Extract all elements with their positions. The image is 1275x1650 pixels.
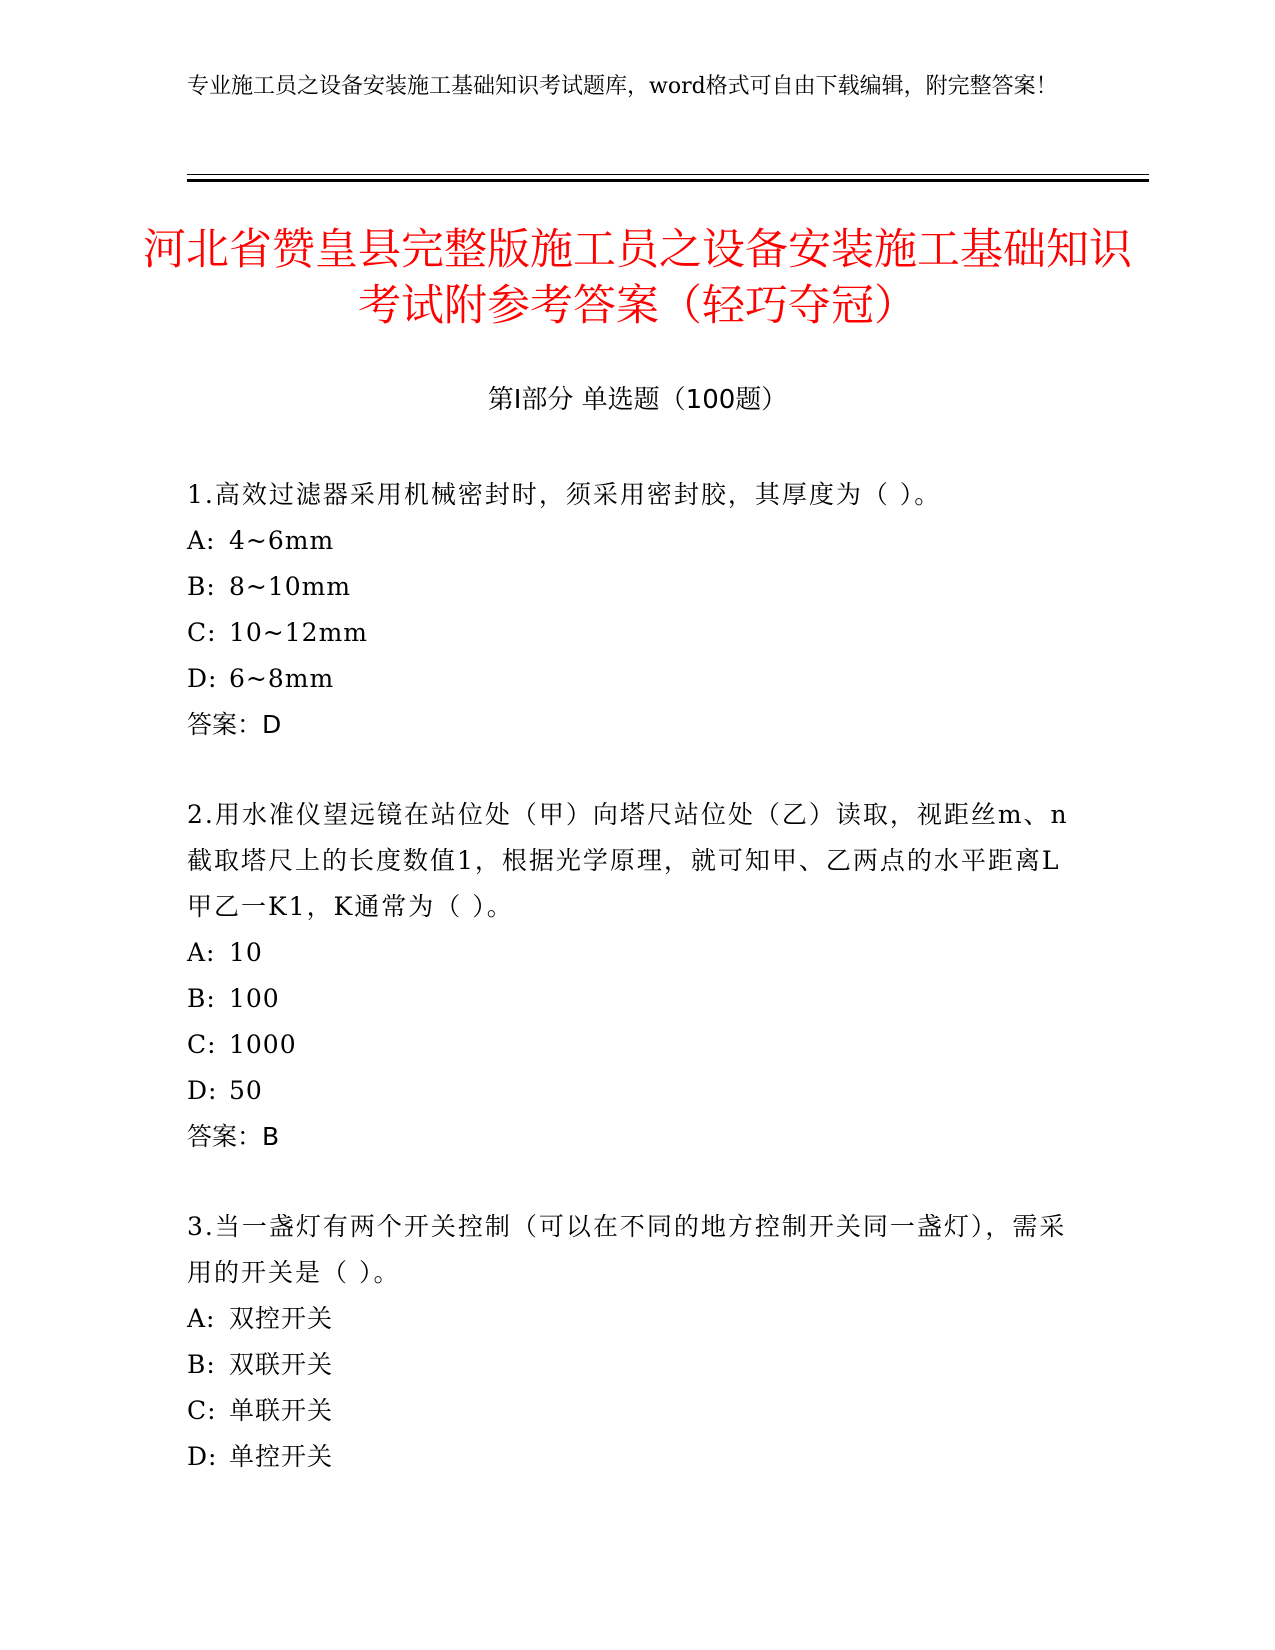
option-text: 单联开关 xyxy=(229,1396,334,1425)
answer-line: 答案：D xyxy=(187,710,282,739)
option-a xyxy=(187,930,1087,976)
question-stem: 1.高效过滤器采用机械密封时，须采用密封胶，其厚度为（ ）。 xyxy=(187,480,942,509)
option-d xyxy=(187,656,1087,702)
option-b xyxy=(187,1342,1087,1388)
option-text: 50 xyxy=(229,1076,263,1105)
option-text: 4~6mm xyxy=(229,526,335,555)
header-divider-thin xyxy=(187,174,1149,175)
option-key: B: xyxy=(187,1350,216,1379)
option-text: 6~8mm xyxy=(229,664,335,693)
option-key: B: xyxy=(187,984,216,1013)
option-text: 10~12mm xyxy=(229,618,368,647)
option-key: C: xyxy=(187,1030,217,1059)
option-key: A: xyxy=(187,526,216,555)
option-key: C: xyxy=(187,618,217,647)
header-divider-thick xyxy=(187,179,1149,182)
question-3 xyxy=(187,1204,1087,1480)
question-1 xyxy=(187,472,1087,748)
option-b xyxy=(187,976,1087,1022)
option-key: D: xyxy=(187,1442,218,1471)
option-key: C: xyxy=(187,1396,217,1425)
option-key: D: xyxy=(187,664,218,693)
option-key: B: xyxy=(187,572,216,601)
question-stem: 2.用水准仪望远镜在站位处（甲）向塔尺站位处（乙）读取，视距丝m、n截取塔尺上的长度数值1，根据光学原理，就可知甲、乙两点的水平距离L甲乙一K1，K通常为（ ）。 xyxy=(187,800,1069,921)
document-title: 河北省赞皇县完整版施工员之设备安装施工基础知识考试附参考答案（轻巧夺冠） xyxy=(143,225,1132,331)
option-text: 双联开关 xyxy=(229,1350,334,1379)
option-a xyxy=(187,1296,1087,1342)
option-key: D: xyxy=(187,1076,218,1105)
option-text: 单控开关 xyxy=(229,1442,334,1471)
section-title: 第Ⅰ部分 单选题（100题） xyxy=(487,385,788,415)
answer-line: 答案：B xyxy=(187,1122,280,1151)
option-b xyxy=(187,564,1087,610)
option-d xyxy=(187,1434,1087,1480)
question-2 xyxy=(187,792,1087,1160)
option-key: A: xyxy=(187,1304,216,1333)
option-key: A: xyxy=(187,938,216,967)
option-d xyxy=(187,1068,1087,1114)
option-c xyxy=(187,610,1087,656)
header-note: 专业施工员之设备安装施工基础知识考试题库，word格式可自由下载编辑，附完整答案！ xyxy=(187,74,1058,99)
question-list xyxy=(187,472,1087,1524)
option-c xyxy=(187,1022,1087,1068)
option-text: 双控开关 xyxy=(229,1304,334,1333)
option-text: 100 xyxy=(229,984,280,1013)
option-a xyxy=(187,518,1087,564)
question-stem: 3.当一盏灯有两个开关控制（可以在不同的地方控制开关同一盏灯），需采用的开关是（ ）。 xyxy=(187,1212,1067,1287)
option-text: 10 xyxy=(229,938,263,967)
option-text: 1000 xyxy=(229,1030,297,1059)
option-text: 8~10mm xyxy=(229,572,352,601)
option-c xyxy=(187,1388,1087,1434)
